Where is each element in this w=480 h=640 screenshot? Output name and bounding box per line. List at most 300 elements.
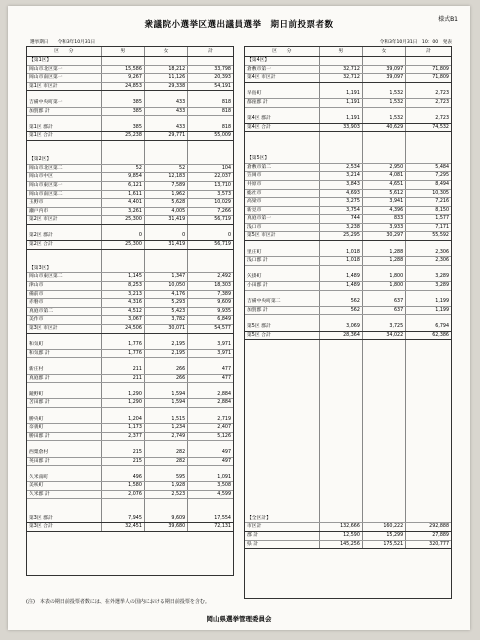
row-district xyxy=(245,484,319,492)
row-male xyxy=(319,462,362,470)
row-male: 1,173 xyxy=(101,424,144,433)
row-total xyxy=(188,441,233,449)
row-total: 4,599 xyxy=(188,490,233,499)
row-female: 175,521 xyxy=(362,540,405,549)
row-district: 第5区 郡計 xyxy=(245,323,319,331)
row-male xyxy=(319,431,362,439)
row-total xyxy=(406,315,451,323)
row-male xyxy=(319,355,362,363)
row-male xyxy=(101,407,144,415)
row-male xyxy=(101,499,144,507)
row-male: 385 xyxy=(101,124,144,132)
row-district xyxy=(245,241,319,249)
table-row xyxy=(245,140,451,148)
row-male: 9,267 xyxy=(101,74,144,83)
row-district: 【第2区】 xyxy=(27,156,101,164)
row-total: 3,508 xyxy=(188,482,233,491)
row-female: 1,532 xyxy=(362,115,405,123)
row-male xyxy=(319,265,362,273)
row-male: 6,121 xyxy=(101,181,144,190)
table-row xyxy=(245,315,451,323)
row-total xyxy=(406,82,451,90)
row-district xyxy=(245,355,319,363)
row-total xyxy=(406,378,451,386)
table-row xyxy=(27,457,233,466)
row-district xyxy=(27,466,101,474)
row-female: 1,800 xyxy=(362,273,405,281)
row-district: 真庭郡 計 xyxy=(27,374,101,383)
row-total: 2,723 xyxy=(406,98,451,107)
row-male xyxy=(319,401,362,409)
row-district xyxy=(245,386,319,394)
table-row xyxy=(27,107,233,116)
row-total: 2,407 xyxy=(188,424,233,433)
document-page xyxy=(8,6,470,630)
table-row xyxy=(245,484,451,492)
row-female xyxy=(144,507,187,515)
row-female xyxy=(362,454,405,462)
table-row xyxy=(245,355,451,363)
row-female: 833 xyxy=(362,215,405,224)
election-date: 選挙期日 令和3年10月31日 xyxy=(30,40,96,45)
row-district xyxy=(27,149,101,157)
row-district: 久米南町 xyxy=(27,474,101,482)
report-time: 令和3年10月31日 10：00 発表 xyxy=(379,40,452,45)
table-row xyxy=(27,374,233,383)
organization-name: 岡山県選挙管理委員会 xyxy=(206,615,272,623)
row-male xyxy=(101,358,144,366)
row-male: 4,693 xyxy=(319,189,362,198)
row-female: 3,941 xyxy=(362,198,405,207)
row-total: 3,573 xyxy=(188,190,233,199)
row-total: 13,710 xyxy=(188,181,233,190)
row-female: 1,515 xyxy=(144,416,187,424)
row-male xyxy=(319,348,362,356)
row-male: 1,191 xyxy=(319,98,362,107)
row-male: 7,945 xyxy=(101,515,144,523)
row-total: 7,266 xyxy=(188,207,233,216)
table-row xyxy=(27,57,233,66)
row-male xyxy=(319,315,362,323)
table-row xyxy=(245,82,451,90)
row-female: 637 xyxy=(362,298,405,306)
table-row xyxy=(27,407,233,415)
row-district xyxy=(245,393,319,401)
row-total xyxy=(406,469,451,477)
table-row xyxy=(245,115,451,123)
table-row xyxy=(245,282,451,291)
row-male: 32,712 xyxy=(319,74,362,83)
table-row xyxy=(27,116,233,124)
row-female xyxy=(362,515,405,523)
row-female xyxy=(362,439,405,447)
row-district xyxy=(245,462,319,470)
row-total: 2,884 xyxy=(188,391,233,399)
table-row xyxy=(27,249,233,257)
row-total xyxy=(406,348,451,356)
row-male xyxy=(101,441,144,449)
table-row xyxy=(245,331,451,340)
row-district: 第1区 市区計 xyxy=(27,82,101,91)
table-row xyxy=(27,349,233,358)
row-male xyxy=(319,140,362,148)
row-district: 苫田郡 計 xyxy=(27,399,101,408)
row-female: 2,950 xyxy=(362,163,405,172)
table-row xyxy=(27,515,233,523)
row-district xyxy=(245,500,319,508)
table-row xyxy=(245,249,451,257)
row-male xyxy=(319,363,362,371)
row-district: 岡山市南区第二 xyxy=(27,190,101,199)
row-female xyxy=(362,315,405,323)
table-row xyxy=(245,198,451,207)
row-total: 6,849 xyxy=(188,316,233,325)
row-total: 56,719 xyxy=(188,216,233,225)
row-male: 562 xyxy=(319,298,362,306)
row-female xyxy=(362,378,405,386)
table-row xyxy=(27,91,233,99)
row-male: 25,300 xyxy=(101,216,144,225)
row-district: 西粟倉村 xyxy=(27,449,101,457)
table-row xyxy=(245,65,451,74)
row-total xyxy=(188,265,233,273)
row-male: 15,586 xyxy=(101,65,144,74)
row-total: 2,492 xyxy=(188,273,233,282)
table-row xyxy=(27,383,233,391)
table-row xyxy=(27,164,233,173)
row-total xyxy=(406,340,451,348)
row-female: 433 xyxy=(144,124,187,132)
row-male xyxy=(319,107,362,115)
row-total: 104 xyxy=(188,164,233,173)
table-row xyxy=(27,65,233,74)
row-male: 0 xyxy=(101,232,144,240)
row-male: 2,534 xyxy=(319,163,362,172)
row-female xyxy=(362,348,405,356)
row-total: 0 xyxy=(188,232,233,240)
row-female: 12,183 xyxy=(144,173,187,182)
row-total: 74,532 xyxy=(406,123,451,132)
row-district: 市区計 xyxy=(245,523,319,532)
row-district: 鏡野町 xyxy=(27,391,101,399)
row-total: 497 xyxy=(188,449,233,457)
row-male: 145,256 xyxy=(319,540,362,549)
row-district: 岡山市東区第一 xyxy=(27,181,101,190)
row-female: 31,419 xyxy=(144,241,187,250)
row-total xyxy=(406,140,451,148)
row-female xyxy=(362,431,405,439)
row-female: 433 xyxy=(144,107,187,116)
row-male: 1,290 xyxy=(101,399,144,408)
row-district: 【第1区】 xyxy=(27,57,101,66)
row-female xyxy=(362,107,405,115)
row-district: 【全区計】 xyxy=(245,515,319,523)
table-row xyxy=(27,482,233,491)
table-row xyxy=(27,149,233,157)
table-row xyxy=(245,447,451,455)
row-male: 25,238 xyxy=(101,132,144,141)
row-male: 1,776 xyxy=(101,349,144,358)
row-male: 1,776 xyxy=(101,341,144,349)
row-district: 美咲町 xyxy=(27,482,101,491)
row-female xyxy=(362,82,405,90)
row-female: 39,680 xyxy=(144,523,187,532)
row-district: 英田郡 計 xyxy=(27,457,101,466)
row-male: 3,261 xyxy=(101,207,144,216)
row-total: 55,592 xyxy=(406,232,451,241)
table-row xyxy=(245,206,451,215)
table-row xyxy=(27,273,233,282)
row-total xyxy=(406,515,451,523)
row-female: 1,800 xyxy=(362,282,405,291)
row-district xyxy=(245,315,319,323)
table-row xyxy=(27,307,233,316)
row-male: 562 xyxy=(319,306,362,315)
row-total xyxy=(188,156,233,164)
row-total: 8,494 xyxy=(406,180,451,189)
row-female xyxy=(362,500,405,508)
table-row xyxy=(245,515,451,523)
row-female xyxy=(362,155,405,163)
table-row xyxy=(245,532,451,541)
table-row xyxy=(27,341,233,349)
row-male xyxy=(319,155,362,163)
row-district: 倉敷市第二 xyxy=(245,163,319,172)
table-row xyxy=(27,82,233,91)
table-row xyxy=(27,474,233,482)
row-female xyxy=(362,416,405,424)
row-male xyxy=(101,257,144,265)
table-row xyxy=(245,273,451,281)
row-female xyxy=(144,249,187,257)
table-row xyxy=(245,393,451,401)
row-district xyxy=(245,507,319,515)
row-total xyxy=(188,257,233,265)
row-district: 第1区 合計 xyxy=(27,132,101,141)
row-district xyxy=(27,140,101,148)
row-total: 55,009 xyxy=(188,132,233,141)
row-total xyxy=(406,447,451,455)
row-total xyxy=(406,265,451,273)
row-female xyxy=(362,241,405,249)
table-row xyxy=(245,454,451,462)
row-male xyxy=(101,156,144,164)
row-male xyxy=(101,149,144,157)
row-female xyxy=(144,224,187,232)
row-district: 高梁市 xyxy=(245,198,319,207)
row-male xyxy=(319,340,362,348)
table-row xyxy=(27,399,233,408)
header-male: 男 xyxy=(101,47,144,57)
row-male: 3,069 xyxy=(319,323,362,331)
row-female: 266 xyxy=(144,366,187,374)
header-total: 計 xyxy=(188,47,233,57)
row-total: 62,386 xyxy=(406,331,451,340)
table-row xyxy=(27,140,233,148)
row-female: 1,288 xyxy=(362,257,405,266)
row-district xyxy=(27,249,101,257)
row-district: 笠岡市 xyxy=(245,172,319,181)
row-male: 1,191 xyxy=(319,115,362,123)
row-female: 282 xyxy=(144,457,187,466)
row-district: 真庭市第二 xyxy=(27,307,101,316)
row-total: 3,971 xyxy=(188,341,233,349)
table-row xyxy=(245,340,451,348)
row-total xyxy=(188,57,233,66)
row-male: 215 xyxy=(101,457,144,466)
row-district: 【第5区】 xyxy=(245,155,319,163)
row-female: 1,594 xyxy=(144,399,187,408)
row-district: 赤磐市 xyxy=(27,299,101,308)
row-male xyxy=(101,91,144,99)
row-female: 0 xyxy=(144,232,187,240)
row-district xyxy=(245,454,319,462)
row-female xyxy=(362,148,405,156)
row-district: 岡山市東区第二 xyxy=(27,273,101,282)
table-row xyxy=(245,386,451,394)
row-male: 1,290 xyxy=(101,391,144,399)
row-district: 第2区 合計 xyxy=(27,241,101,250)
table-row xyxy=(245,189,451,198)
row-male: 132,666 xyxy=(319,523,362,532)
row-district xyxy=(27,91,101,99)
row-total xyxy=(188,149,233,157)
row-total: 10,305 xyxy=(406,189,451,198)
row-female: 1,962 xyxy=(144,190,187,199)
row-male: 3,238 xyxy=(319,223,362,232)
row-district: 総社市 xyxy=(245,189,319,198)
row-district: 井原市 xyxy=(245,180,319,189)
row-female: 1,532 xyxy=(362,90,405,98)
row-female xyxy=(144,156,187,164)
row-male: 25,295 xyxy=(319,232,362,241)
row-total xyxy=(188,383,233,391)
row-male xyxy=(319,290,362,298)
table-row xyxy=(245,371,451,379)
table-row xyxy=(27,124,233,132)
row-total xyxy=(188,507,233,515)
row-female xyxy=(362,386,405,394)
row-male: 385 xyxy=(101,99,144,107)
row-district xyxy=(245,469,319,477)
table-row xyxy=(27,74,233,83)
row-total: 5,484 xyxy=(406,163,451,172)
row-male xyxy=(101,265,144,273)
row-total: 18,303 xyxy=(188,282,233,291)
row-district: 岡山市北区第二 xyxy=(27,164,101,173)
row-total xyxy=(406,439,451,447)
row-district: 勝田郡 計 xyxy=(27,432,101,441)
table-row xyxy=(245,323,451,331)
row-female xyxy=(144,116,187,124)
row-male xyxy=(101,333,144,341)
row-male: 4,316 xyxy=(101,299,144,308)
row-total xyxy=(406,241,451,249)
row-total xyxy=(188,333,233,341)
row-district: 吉備中央町第二 xyxy=(245,298,319,306)
row-district xyxy=(27,441,101,449)
row-male: 3,213 xyxy=(101,290,144,299)
row-male xyxy=(319,371,362,379)
row-district: 久米郡 計 xyxy=(27,490,101,499)
row-total: 1,577 xyxy=(406,215,451,224)
row-male: 1,489 xyxy=(319,273,362,281)
row-male: 32,451 xyxy=(101,523,144,532)
row-female: 11,126 xyxy=(144,74,187,83)
table-row xyxy=(27,507,233,515)
row-total xyxy=(406,431,451,439)
table-row xyxy=(245,257,451,266)
row-total xyxy=(188,224,233,232)
table-row xyxy=(27,181,233,190)
table-row xyxy=(27,207,233,216)
row-female: 5,293 xyxy=(144,299,187,308)
row-total: 9,609 xyxy=(188,299,233,308)
row-district xyxy=(245,477,319,485)
row-male xyxy=(101,383,144,391)
row-total: 7,171 xyxy=(406,223,451,232)
row-male: 1,580 xyxy=(101,482,144,491)
row-male: 24,853 xyxy=(101,82,144,91)
row-district: 吉備中央町第一 xyxy=(27,99,101,107)
row-male: 211 xyxy=(101,366,144,374)
row-district: 美作市 xyxy=(27,316,101,325)
row-total: 2,884 xyxy=(188,399,233,408)
row-female: 3,782 xyxy=(144,316,187,325)
row-female: 3,933 xyxy=(362,223,405,232)
row-total: 2,719 xyxy=(188,416,233,424)
row-total xyxy=(406,484,451,492)
row-district: 第4区 合計 xyxy=(245,123,319,132)
left-table-body xyxy=(27,57,233,532)
row-total xyxy=(406,393,451,401)
row-female: 2,195 xyxy=(144,341,187,349)
row-male xyxy=(319,57,362,66)
row-female: 5,612 xyxy=(362,189,405,198)
row-district: 奈義町 xyxy=(27,424,101,433)
row-district xyxy=(27,257,101,265)
row-district: 岡山市中区 xyxy=(27,173,101,182)
row-district xyxy=(245,290,319,298)
row-district: 和気町 xyxy=(27,341,101,349)
row-male: 9,854 xyxy=(101,173,144,182)
table-row xyxy=(245,523,451,532)
table-row xyxy=(245,507,451,515)
row-total xyxy=(406,492,451,500)
row-district: 加賀郡 計 xyxy=(245,306,319,315)
row-male xyxy=(319,492,362,500)
row-female: 31,419 xyxy=(144,216,187,225)
row-district: 早島町 xyxy=(245,90,319,98)
row-total xyxy=(406,416,451,424)
row-male: 4,512 xyxy=(101,307,144,316)
row-female: 15,299 xyxy=(362,532,405,541)
row-male: 3,214 xyxy=(319,172,362,181)
row-male xyxy=(319,148,362,156)
row-district xyxy=(27,407,101,415)
row-female: 10,050 xyxy=(144,282,187,291)
table-row xyxy=(245,409,451,417)
header-female: 女 xyxy=(144,47,187,57)
right-table xyxy=(245,47,451,549)
row-total: 818 xyxy=(188,99,233,107)
row-male: 496 xyxy=(101,474,144,482)
table-row xyxy=(27,190,233,199)
table-row xyxy=(27,156,233,164)
row-female xyxy=(144,140,187,148)
row-male xyxy=(319,515,362,523)
row-district xyxy=(245,401,319,409)
